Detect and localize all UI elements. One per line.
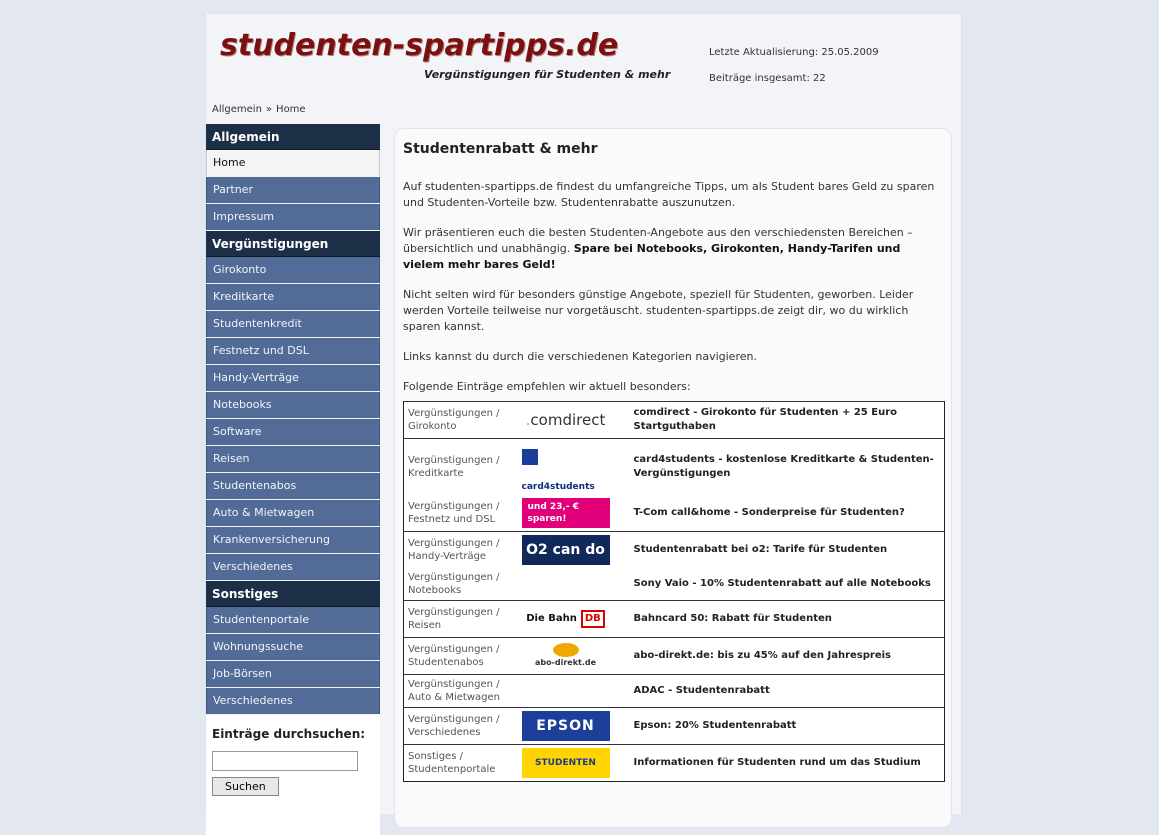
deal-logo[interactable] (518, 495, 628, 532)
deutsche-bahn-logo-icon[interactable]: Die Bahn DB (522, 604, 610, 634)
breadcrumb (212, 104, 306, 115)
table-row[interactable] (404, 601, 945, 638)
sidebar-item-studentenportale[interactable]: Studentenportale (206, 607, 380, 633)
deal-category[interactable]: Vergünstigungen / Verschiedenes (404, 708, 518, 745)
deal-logo (518, 675, 628, 708)
deal-category[interactable]: Vergünstigungen / Kreditkarte (404, 439, 518, 496)
deal-description[interactable]: Epson: 20% Studentenrabatt (628, 708, 945, 745)
table-row[interactable] (404, 745, 945, 782)
deal-logo (518, 568, 628, 601)
abo-direkt-logo-icon[interactable]: abo-direkt.de (522, 641, 610, 671)
sidebar-item-job-boersen[interactable]: Job-Börsen (206, 661, 380, 687)
sidebar-item-girokonto[interactable]: Girokonto (206, 257, 380, 283)
deal-category[interactable]: Vergünstigungen / Notebooks (408, 572, 500, 596)
sidebar-item-sonstiges-verschiedenes[interactable]: Verschiedenes (206, 688, 380, 714)
sidebar-item-festnetz-dsl[interactable]: Festnetz und DSL (206, 338, 380, 364)
deal-description[interactable]: ADAC - Studentenrabatt (628, 675, 945, 708)
sidebar-section-allgemein: Allgemein (206, 124, 380, 150)
card4students-logo-icon[interactable]: card4students (522, 442, 610, 472)
sidebar-item-partner[interactable]: Partner (206, 177, 380, 203)
deals-table (403, 401, 945, 782)
deal-category[interactable]: Vergünstigungen / Auto & Mietwagen (404, 675, 518, 708)
main-content (394, 128, 952, 828)
page-title: Studentenrabatt & mehr (403, 141, 598, 157)
epson-logo-icon[interactable]: EPSON (522, 711, 610, 741)
search-button[interactable]: Suchen (212, 777, 279, 796)
search-input[interactable] (212, 751, 358, 771)
deal-description[interactable]: Sony Vaio - 10% Studentenrabatt auf alle Notebooks (633, 578, 931, 589)
sidebar-item-studentenkredit[interactable]: Studentenkredit (206, 311, 380, 337)
deal-logo[interactable] (518, 439, 628, 496)
sidebar-item-wohnungssuche[interactable]: Wohnungssuche (206, 634, 380, 660)
sidebar-section-verguenstigungen: Vergünstigungen (206, 231, 380, 257)
recommendations-heading: Folgende Einträge empfehlen wir aktuell besonders: (403, 380, 691, 393)
deal-description[interactable]: T-Com call&home - Sonderpreise für Studenten? (633, 507, 905, 518)
sidebar-nav (206, 124, 380, 835)
comdirect-logo-icon[interactable]: .comdirect (522, 405, 610, 435)
deal-logo[interactable] (518, 601, 628, 638)
tcom-logo-icon[interactable]: und 23,- € sparen! (522, 498, 610, 528)
deal-logo[interactable] (518, 532, 628, 569)
warning-paragraph: Nicht selten wird für besonders günstige Angebote, speziell für Studenten, geworben. Leider werden Vorteile teilweise nur vorgetäuscht. studenten-spartipps.de zeigt dir, wo du wirklich sparen kannst. (403, 288, 914, 333)
sidebar-item-software[interactable]: Software (206, 419, 380, 445)
site-tagline: Vergünstigungen für Studenten & mehr (424, 68, 671, 81)
search-label: Einträge durchsuchen: (212, 727, 366, 741)
site-logo-title[interactable]: studenten-spartipps.de (220, 28, 619, 63)
deal-category[interactable]: Vergünstigungen / Girokonto (404, 402, 518, 439)
table-row[interactable] (404, 439, 945, 496)
sidebar-item-impressum[interactable]: Impressum (206, 204, 380, 230)
offers-paragraph (403, 225, 943, 273)
sidebar-item-studentenabos[interactable]: Studentenabos (206, 473, 380, 499)
deal-logo[interactable] (518, 745, 628, 782)
breadcrumb-item-allgemein[interactable]: Allgemein (212, 104, 262, 115)
deal-logo[interactable] (518, 638, 628, 675)
navigation-hint: Links kannst du durch die verschiedenen Kategorien navigieren. (403, 350, 757, 363)
o2-logo-icon[interactable]: O2 can do (522, 535, 610, 565)
deal-description[interactable]: Informationen für Studenten rund um das Studium (628, 745, 945, 782)
sidebar-item-reisen[interactable]: Reisen (206, 446, 380, 472)
deal-category[interactable]: Vergünstigungen / Handy-Verträge (404, 532, 518, 569)
deal-logo[interactable] (518, 402, 628, 439)
deal-category[interactable]: Sonstiges / Studentenportale (404, 745, 518, 782)
sidebar-item-kreditkarte[interactable]: Kreditkarte (206, 284, 380, 310)
header-info (709, 40, 879, 92)
deal-logo[interactable] (518, 708, 628, 745)
entries-count-text: Beiträge insgesamt: 22 (709, 73, 826, 84)
table-row[interactable] (404, 532, 945, 569)
table-row[interactable] (404, 638, 945, 675)
sidebar-item-auto-mietwagen[interactable]: Auto & Mietwagen (206, 500, 380, 526)
deal-category[interactable]: Vergünstigungen / Festnetz und DSL (408, 501, 500, 525)
sidebar-item-home[interactable]: Home (206, 150, 380, 176)
sidebar-section-sonstiges: Sonstiges (206, 581, 380, 607)
breadcrumb-separator: » (265, 104, 273, 115)
table-row[interactable] (404, 568, 945, 601)
deal-description[interactable]: Studentenrabatt bei o2: Tarife für Studenten (628, 532, 945, 569)
table-row[interactable] (404, 708, 945, 745)
deal-description[interactable]: card4students - kostenlose Kreditkarte & Studenten-Vergünstigungen (628, 439, 945, 496)
deal-description[interactable]: abo-direkt.de: bis zu 45% auf den Jahrespreis (628, 638, 945, 675)
table-row[interactable] (404, 402, 945, 439)
sidebar-item-notebooks[interactable]: Notebooks (206, 392, 380, 418)
intro-paragraph: Auf studenten-spartipps.de findest du umfangreiche Tipps, um als Student bares Geld zu sparen und Studenten-Vorteile bzw. Studentenrabatte auszunutzen. (403, 180, 935, 209)
table-row[interactable] (404, 495, 945, 532)
site-header (206, 14, 963, 110)
deal-description[interactable]: Bahncard 50: Rabatt für Studenten (628, 601, 945, 638)
sidebar-item-verschiedenes[interactable]: Verschiedenes (206, 554, 380, 580)
page-container (205, 14, 962, 814)
deal-category[interactable]: Vergünstigungen / Studentenabos (404, 638, 518, 675)
offers-text: Wir präsentieren euch die besten Studenten-Angebote aus den verschiedensten Bereichen – übersichtlich und unabhängig. (403, 226, 913, 255)
deal-description[interactable]: comdirect - Girokonto für Studenten + 25 Euro Startguthaben (628, 402, 945, 439)
breadcrumb-item-home[interactable]: Home (276, 104, 306, 115)
table-row[interactable] (404, 675, 945, 708)
studentenportal-logo-icon[interactable]: STUDENTEN (522, 748, 610, 778)
last-update-text: Letzte Aktualisierung: 25.05.2009 (709, 47, 879, 58)
sidebar-item-krankenversicherung[interactable]: Krankenversicherung (206, 527, 380, 553)
offers-highlight: Spare bei Notebooks, Girokonten, Handy-Tarifen und vielem mehr bares Geld! (403, 242, 901, 271)
deal-category[interactable]: Vergünstigungen / Reisen (404, 601, 518, 638)
search-box (206, 715, 380, 835)
sidebar-item-handy-vertraege[interactable]: Handy-Verträge (206, 365, 380, 391)
